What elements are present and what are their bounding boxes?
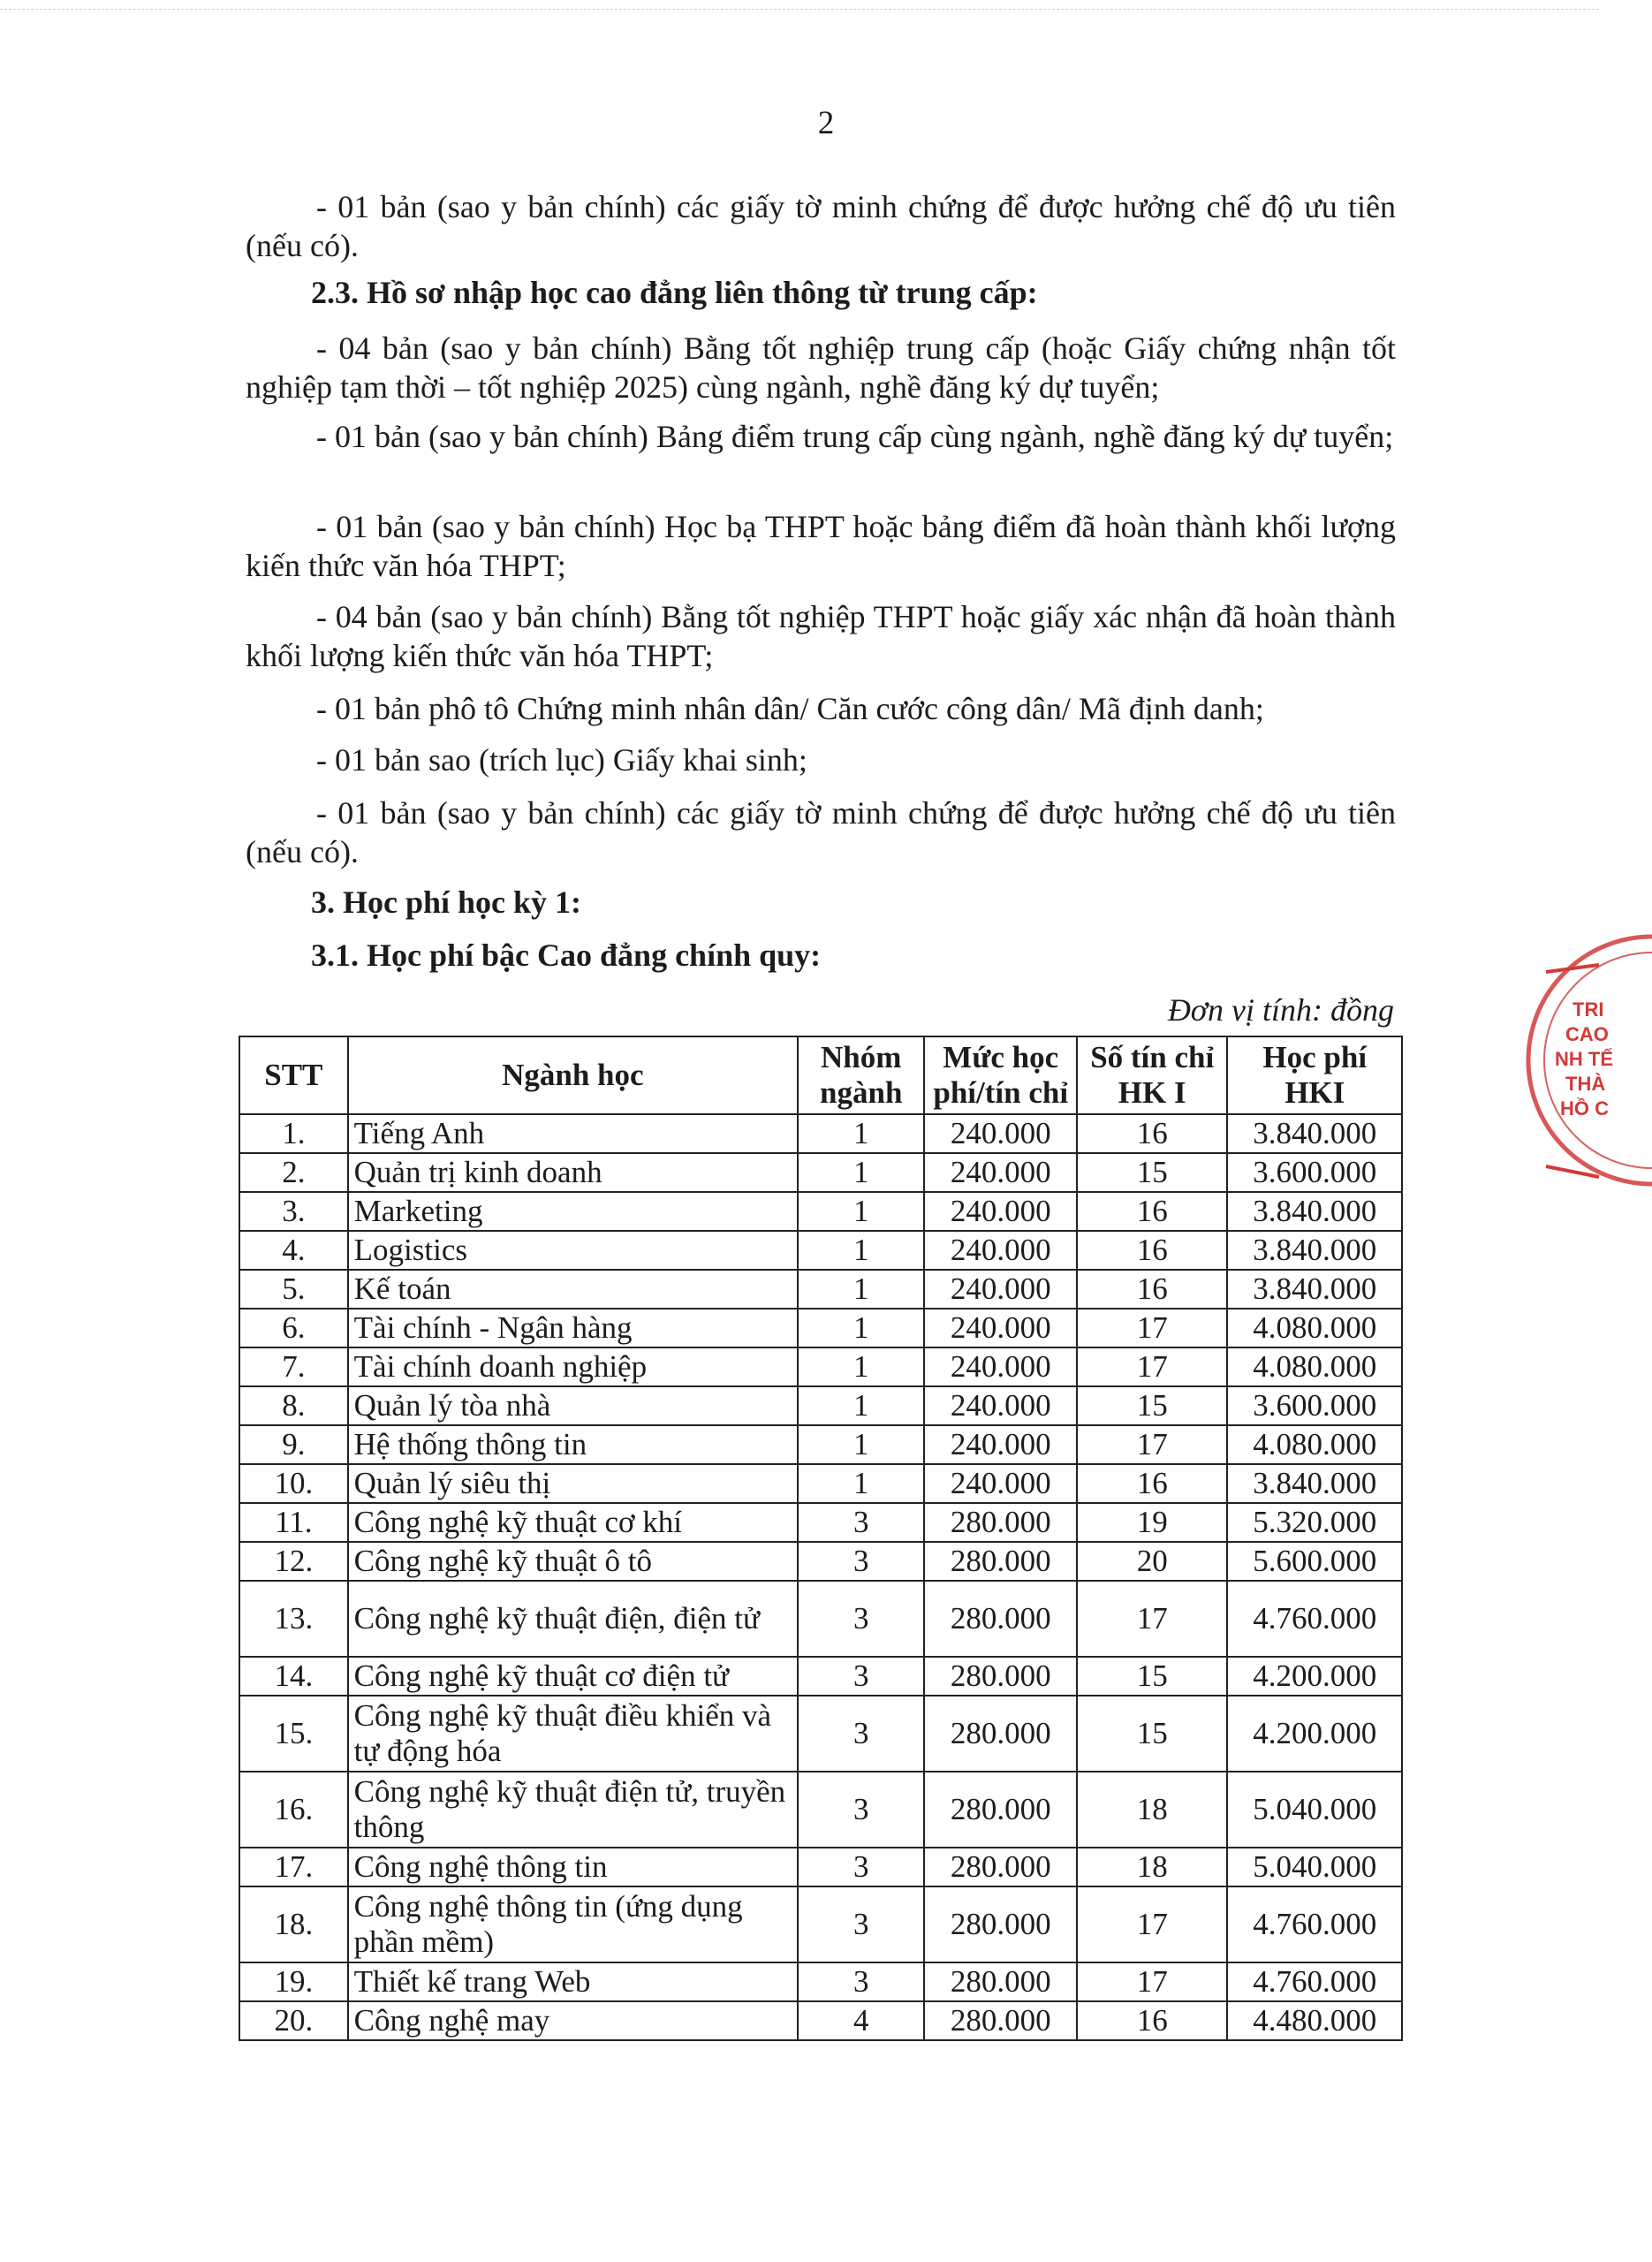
cell-fee: 5.320.000 [1227,1503,1402,1542]
cell-credits: 16 [1077,2001,1227,2040]
cell-group: 1 [798,1347,924,1386]
cell-rate: 240.000 [924,1270,1077,1309]
cell-stt: 7. [239,1347,348,1386]
paragraph-text: - 01 bản (sao y bản chính) các giấy tờ minh chứng để được hưởng chế độ ưu tiên (nếu có). [246,189,1396,263]
cell-credits: 18 [1077,1848,1227,1886]
cell-major: Công nghệ kỹ thuật điện, điện tử [348,1581,798,1657]
cell-rate: 280.000 [924,1657,1077,1696]
cell-group: 3 [798,1581,924,1657]
section-heading-2-3: 2.3. Hồ sơ nhập học cao đẳng liên thông từ trung cấp: [311,275,1038,310]
cell-rate: 280.000 [924,1848,1077,1886]
cell-group: 1 [798,1464,924,1503]
cell-major: Quản lý siêu thị [348,1464,798,1503]
svg-text:NH TẾ: NH TẾ [1555,1048,1613,1070]
cell-group: 3 [798,1542,924,1581]
cell-stt: 19. [239,1962,348,2001]
header-group: Nhóm ngành [798,1036,924,1114]
table-row [239,1309,1402,1347]
cell-credits: 15 [1077,1386,1227,1425]
cell-rate: 280.000 [924,2001,1077,2040]
table-row [239,1962,1402,2001]
cell-group: 1 [798,1114,924,1153]
cell-stt: 6. [239,1309,348,1347]
cell-major: Công nghệ thông tin [348,1848,798,1886]
cell-group: 3 [798,1772,924,1848]
cell-stt: 15. [239,1696,348,1772]
cell-major: Công nghệ kỹ thuật cơ điện tử [348,1657,798,1696]
cell-fee: 4.760.000 [1227,1886,1402,1962]
cell-fee: 3.600.000 [1227,1386,1402,1425]
cell-fee: 3.600.000 [1227,1153,1402,1192]
table-row [239,1657,1402,1696]
cell-stt: 16. [239,1772,348,1848]
cell-stt: 13. [239,1581,348,1657]
cell-credits: 17 [1077,1962,1227,2001]
cell-credits: 16 [1077,1114,1227,1153]
cell-stt: 17. [239,1848,348,1886]
cell-group: 3 [798,1848,924,1886]
cell-major: Tài chính - Ngân hàng [348,1309,798,1347]
cell-credits: 20 [1077,1542,1227,1581]
paragraph-text: - 01 bản sao (trích lục) Giấy khai sinh; [316,742,807,778]
table-row [239,1231,1402,1270]
cell-major: Marketing [348,1192,798,1231]
cell-credits: 15 [1077,1657,1227,1696]
cell-rate: 280.000 [924,1962,1077,2001]
cell-group: 1 [798,1386,924,1425]
paragraph-2-3-item [246,329,1396,406]
cell-stt: 20. [239,2001,348,2040]
cell-stt: 10. [239,1464,348,1503]
cell-major: Công nghệ may [348,2001,798,2040]
table-row [239,1503,1402,1542]
table-row [239,1696,1402,1772]
cell-major: Tài chính doanh nghiệp [348,1347,798,1386]
cell-fee: 5.040.000 [1227,1772,1402,1848]
table-row [239,1192,1402,1231]
paragraph-2-3-item [246,740,1396,779]
cell-major: Tiếng Anh [348,1114,798,1153]
cell-rate: 280.000 [924,1542,1077,1581]
cell-group: 1 [798,1270,924,1309]
paragraph-2-3-item [246,689,1396,728]
svg-text:CAO: CAO [1565,1023,1609,1045]
cell-credits: 17 [1077,1581,1227,1657]
paragraph-text: - 04 bản (sao y bản chính) Bằng tốt nghiệp trung cấp (hoặc Giấy chứng nhận tốt nghiệp tạm thời – tốt nghiệp 2025) cùng ngành, nghề đăng ký dự tuyển; [246,330,1396,405]
table-row [239,1542,1402,1581]
cell-stt: 2. [239,1153,348,1192]
cell-group: 1 [798,1192,924,1231]
cell-credits: 16 [1077,1231,1227,1270]
section-heading-3-1: 3.1. Học phí bậc Cao đẳng chính quy: [311,937,822,973]
page-number: 2 [817,105,835,141]
cell-credits: 17 [1077,1347,1227,1386]
cell-major: Công nghệ thông tin (ứng dụng phần mềm) [348,1886,798,1962]
cell-major: Thiết kế trang Web [348,1962,798,2001]
cell-major: Quản lý tòa nhà [348,1386,798,1425]
cell-credits: 18 [1077,1772,1227,1848]
table-row [239,1114,1402,1153]
table-row [239,1153,1402,1192]
table-row [239,1581,1402,1657]
cell-fee: 4.480.000 [1227,2001,1402,2040]
cell-credits: 17 [1077,1309,1227,1347]
cell-fee: 4.080.000 [1227,1309,1402,1347]
cell-stt: 8. [239,1386,348,1425]
cell-group: 3 [798,1503,924,1542]
seal-icon [1519,919,1613,1202]
table-row [239,1270,1402,1309]
cell-group: 3 [798,1962,924,2001]
cell-rate: 280.000 [924,1581,1077,1657]
cell-rate: 240.000 [924,1464,1077,1503]
cell-rate: 240.000 [924,1114,1077,1153]
cell-stt: 4. [239,1231,348,1270]
cell-fee: 4.200.000 [1227,1657,1402,1696]
paragraph-text: - 01 bản (sao y bản chính) Học bạ THPT hoặc bảng điểm đã hoàn thành khối lượng kiến thức văn hóa THPT; [246,509,1396,583]
paragraph-text: - 04 bản (sao y bản chính) Bằng tốt nghiệp THPT hoặc giấy xác nhận đã hoàn thành khối lượng kiến thức văn hóa THPT; [246,599,1396,673]
cell-credits: 17 [1077,1886,1227,1962]
cell-fee: 4.760.000 [1227,1581,1402,1657]
header-rate: Mức học phí/tín chỉ [924,1036,1077,1114]
cell-rate: 240.000 [924,1347,1077,1386]
cell-fee: 5.600.000 [1227,1542,1402,1581]
unit-note: Đơn vị tính: đồng [1167,992,1394,1028]
cell-group: 4 [798,2001,924,2040]
cell-stt: 3. [239,1192,348,1231]
cell-credits: 19 [1077,1503,1227,1542]
table-body [239,1114,1402,2040]
cell-group: 3 [798,1657,924,1696]
header-fee: Học phí HKI [1227,1036,1402,1114]
cell-credits: 15 [1077,1153,1227,1192]
section-heading-3: 3. Học phí học kỳ 1: [311,884,582,920]
paragraph-text: - 01 bản phô tô Chứng minh nhân dân/ Căn cước công dân/ Mã định danh; [316,691,1264,726]
table-row [239,1464,1402,1503]
cell-stt: 11. [239,1503,348,1542]
red-seal-stamp [1519,919,1613,1202]
cell-major: Công nghệ kỹ thuật cơ khí [348,1503,798,1542]
cell-fee: 4.760.000 [1227,1962,1402,2001]
cell-credits: 16 [1077,1192,1227,1231]
header-stt: STT [239,1036,348,1114]
cell-group: 1 [798,1153,924,1192]
table-header-row [239,1036,1402,1114]
table-row [239,1425,1402,1464]
cell-stt: 1. [239,1114,348,1153]
cell-credits: 17 [1077,1425,1227,1464]
cell-stt: 12. [239,1542,348,1581]
cell-fee: 4.200.000 [1227,1696,1402,1772]
header-major: Ngành học [348,1036,798,1114]
table-row [239,1886,1402,1962]
cell-major: Công nghệ kỹ thuật điều khiển và tự động hóa [348,1696,798,1772]
cell-fee: 4.080.000 [1227,1347,1402,1386]
cell-stt: 18. [239,1886,348,1962]
cell-major: Kế toán [348,1270,798,1309]
paragraph-2-3-item [246,597,1396,675]
table-row [239,1772,1402,1848]
table-row [239,2001,1402,2040]
paragraph-2-3-item [246,793,1396,871]
header-credits: Số tín chỉ HK I [1077,1036,1227,1114]
cell-stt: 9. [239,1425,348,1464]
cell-fee: 4.080.000 [1227,1425,1402,1464]
cell-major: Hệ thống thông tin [348,1425,798,1464]
cell-fee: 3.840.000 [1227,1231,1402,1270]
cell-rate: 280.000 [924,1696,1077,1772]
table-row [239,1386,1402,1425]
paragraph-text: - 01 bản (sao y bản chính) Bảng điểm trung cấp cùng ngành, nghề đăng ký dự tuyển; [316,419,1394,454]
table-row [239,1848,1402,1886]
svg-text:THÀ: THÀ [1565,1073,1606,1095]
cell-group: 1 [798,1425,924,1464]
cell-rate: 240.000 [924,1309,1077,1347]
cell-credits: 16 [1077,1464,1227,1503]
cell-major: Logistics [348,1231,798,1270]
paragraph-2-3-item [246,417,1396,456]
scan-edge-line [0,9,1599,11]
cell-rate: 280.000 [924,1886,1077,1962]
cell-major: Quản trị kinh doanh [348,1153,798,1192]
cell-major: Công nghệ kỹ thuật điện tử, truyền thông [348,1772,798,1848]
cell-group: 1 [798,1309,924,1347]
tuition-table [239,1036,1403,2041]
cell-group: 1 [798,1231,924,1270]
cell-fee: 3.840.000 [1227,1270,1402,1309]
cell-fee: 3.840.000 [1227,1192,1402,1231]
paragraph-2-3-item [246,507,1396,585]
cell-fee: 3.840.000 [1227,1114,1402,1153]
cell-credits: 16 [1077,1270,1227,1309]
cell-group: 3 [798,1696,924,1772]
cell-group: 3 [798,1886,924,1962]
cell-rate: 240.000 [924,1386,1077,1425]
cell-rate: 280.000 [924,1503,1077,1542]
table-row [239,1347,1402,1386]
cell-rate: 240.000 [924,1192,1077,1231]
cell-rate: 240.000 [924,1425,1077,1464]
cell-rate: 240.000 [924,1231,1077,1270]
cell-fee: 3.840.000 [1227,1464,1402,1503]
cell-stt: 5. [239,1270,348,1309]
svg-text:HỒ C: HỒ C [1560,1097,1609,1120]
cell-fee: 5.040.000 [1227,1848,1402,1886]
cell-rate: 280.000 [924,1772,1077,1848]
paragraph-text: - 01 bản (sao y bản chính) các giấy tờ minh chứng để được hưởng chế độ ưu tiên (nếu có). [246,795,1396,869]
cell-stt: 14. [239,1657,348,1696]
cell-credits: 15 [1077,1696,1227,1772]
cell-rate: 240.000 [924,1153,1077,1192]
paragraph-priority-docs [246,187,1396,265]
cell-major: Công nghệ kỹ thuật ô tô [348,1542,798,1581]
svg-text:TRI: TRI [1572,998,1604,1021]
